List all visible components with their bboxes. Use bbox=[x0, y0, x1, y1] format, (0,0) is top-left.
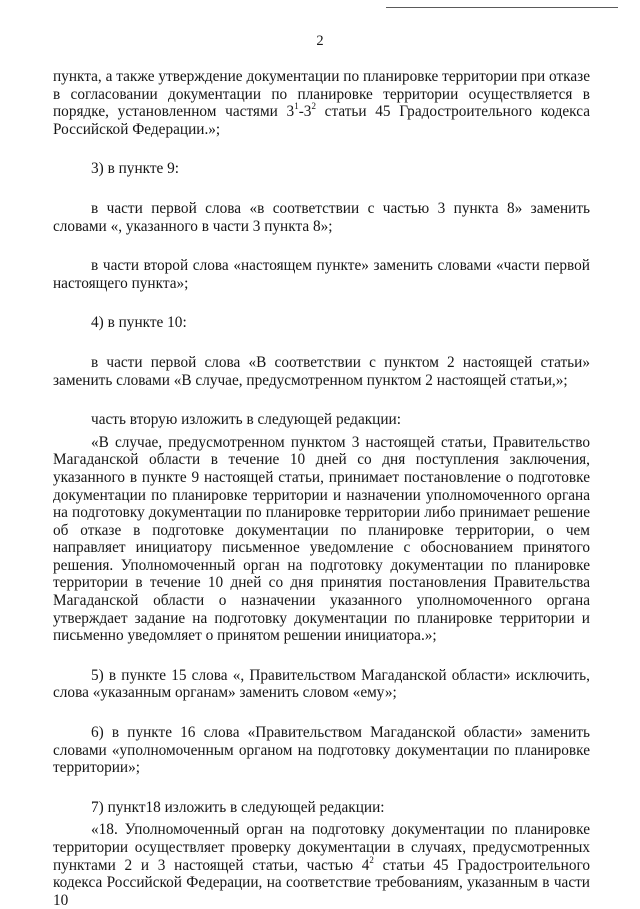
text-fragment: статьи 45 Градостроительного кодекса Российской Федерации, на соответствие требованиям, указанным в части 10 bbox=[53, 856, 591, 909]
text-fragment: -3 bbox=[298, 103, 312, 121]
paragraph-continuation bbox=[53, 68, 590, 138]
page-number: 2 bbox=[316, 33, 324, 49]
paragraph-item-4-part-2-intro: часть вторую изложить в следующей редакции: bbox=[91, 411, 401, 429]
superscript: 2 bbox=[311, 101, 316, 112]
paragraph-item-3-part-1: в части первой слова «в соответствии с частью 3 пункта 8» заменить словами «, указанного в части 3 пункта 8»; bbox=[53, 199, 590, 235]
paragraph-item-5: 5) в пункте 15 слова «, Правительством Магаданской области» исключить, слова «указанным органам» заменить словом «ему»; bbox=[53, 666, 590, 702]
paragraph-item-7: 7) пункт18 изложить в следующей редакции: bbox=[91, 798, 385, 816]
paragraph-item-3: 3) в пункте 9: bbox=[91, 160, 180, 178]
paragraph-item-6: 6) в пункте 16 слова «Правительством Магаданской области» заменить словами «уполномоченным органом на подготовку документации по планировке территории»; bbox=[53, 724, 590, 777]
document-body bbox=[53, 68, 590, 909]
paragraph-item-4-part-1: в части первой слова «В соответствии с пунктом 2 настоящей статьи» заменить словами «В случае, предусмотренном пунктом 2 настоящей статьи,»; bbox=[53, 353, 590, 389]
text-fragment: пункта, а также утверждение документации по планировке территории при отказе в согласовании документации по планировке территории осуществляется в порядке, установленном частями 3 bbox=[53, 68, 590, 121]
paragraph-item-4: 4) в пункте 10: bbox=[91, 314, 187, 332]
superscript: 2 bbox=[369, 854, 374, 865]
text-fragment: статьи 45 Градостроительного кодекса Российской Федерации.»; bbox=[53, 103, 590, 138]
paragraph-item-7-quote bbox=[53, 821, 590, 909]
text-fragment: «18. Уполномоченный орган на подготовку документации по планировке территории осуществляет проверку документации в случаях, предусмотренных пунктами 2 и 3 настоящей статьи, частью 4 bbox=[53, 821, 590, 874]
paragraph-item-3-part-2: в части второй слова «настоящем пункте» заменить словами «части первой настоящего пункта»; bbox=[53, 257, 590, 292]
paragraph-item-4-part-2-quote: «В случае, предусмотренном пунктом 3 настоящей статьи, Правительство Магаданской области в течение 10 дней со дня поступления заключения, указанного в пункте 9 настоящей статьи, принимает постановление о подготовке документации по планировке территории и назначении уполномоченного органа на подготовку документации по планировке территории либо принимает решение об отказе в подготовке документации по планировке территории, о чем направляет инициатору письменное уведомление с обоснованием принятого решения. Уполномоченный орган на подготовку документации по планировке территории в течение 10 дней со дня принятия постановления Правительства Магаданской области о назначении указанного уполномоченного органа утверждает задание на подготовку документации по планировке территории и письменно уведомляет о принятом решении инициатора.»; bbox=[53, 433, 590, 645]
superscript: 1 bbox=[294, 101, 299, 112]
scan-edge-line bbox=[386, 7, 618, 8]
